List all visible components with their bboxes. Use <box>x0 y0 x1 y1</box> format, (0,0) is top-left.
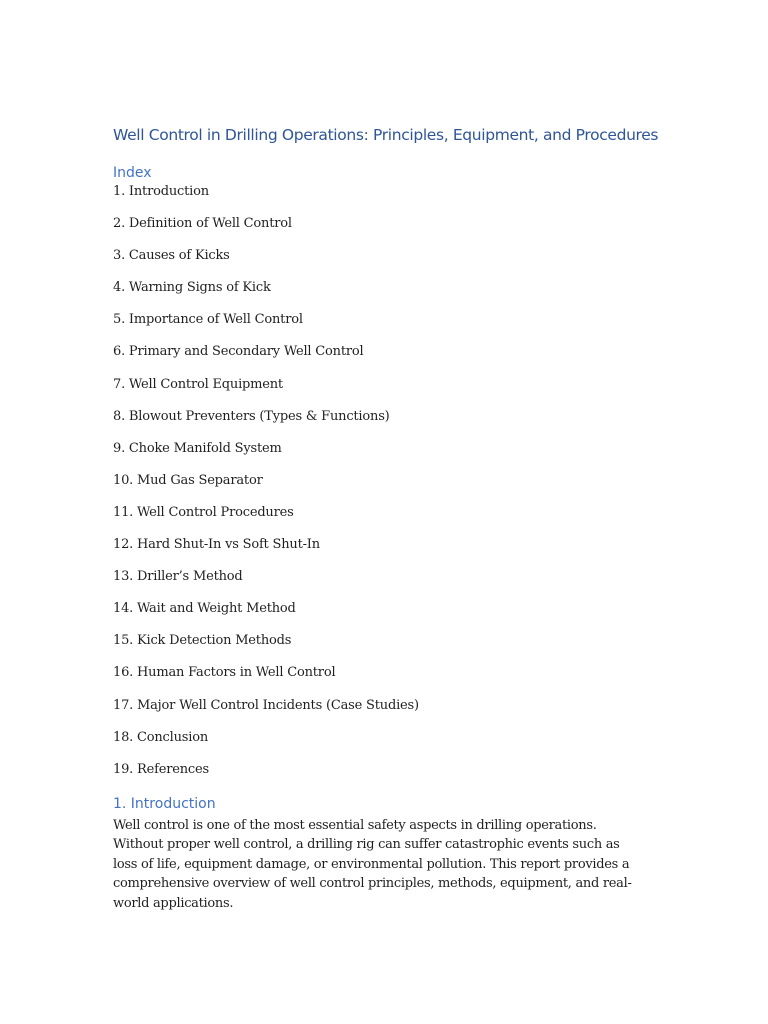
index-item-introduction: 1. Introduction <box>113 184 209 199</box>
index-item-causes-of-kicks: 3. Causes of Kicks <box>113 248 230 264</box>
index-item-references: 19. References <box>113 761 209 777</box>
index-item-kick-detection: 15. Kick Detection Methods <box>113 633 292 649</box>
index-item-case-studies: 17. Major Well Control Incidents (Case Studies) <box>113 697 419 713</box>
section-body-introduction: Well control is one of the most essential safety aspects in drilling operations. Without proper well control, a drilling rig can suffer catastrophic events such as loss of life, equipment damage, or environmental pollution. This report provides a comprehensive overview of well control principles, methods, equipment, and real-world applications. <box>113 817 632 911</box>
index-item-warning-signs: 4. Warning Signs of Kick <box>113 280 271 296</box>
index-item-human-factors: 16. Human Factors in Well Control <box>113 665 336 681</box>
index-item-drillers-method: 13. Driller’s Method <box>113 569 243 585</box>
index-item-choke-manifold: 9. Choke Manifold System <box>113 440 282 456</box>
index-item-importance: 5. Importance of Well Control <box>113 312 303 328</box>
index-item-definition: 2. Definition of Well Control <box>113 216 292 232</box>
index-item-shut-in: 12. Hard Shut-In vs Soft Shut-In <box>113 537 320 553</box>
index-item-mud-gas-separator: 10. Mud Gas Separator <box>113 472 263 488</box>
index-item-blowout-preventers: 8. Blowout Preventers (Types & Functions) <box>113 408 390 424</box>
document-title: Well Control in Drilling Operations: Principles, Equipment, and Procedures <box>113 126 659 144</box>
index-heading: Index <box>113 165 152 181</box>
section-heading-introduction: 1. Introduction <box>113 795 216 812</box>
index-item-wait-and-weight: 14. Wait and Weight Method <box>113 601 296 617</box>
index-item-procedures: 11. Well Control Procedures <box>113 504 294 520</box>
index-item-equipment: 7. Well Control Equipment <box>113 376 283 392</box>
index-list <box>113 184 658 794</box>
index-item-conclusion: 18. Conclusion <box>113 729 208 745</box>
document-content <box>113 122 658 913</box>
index-item-primary-secondary: 6. Primary and Secondary Well Control <box>113 344 364 360</box>
